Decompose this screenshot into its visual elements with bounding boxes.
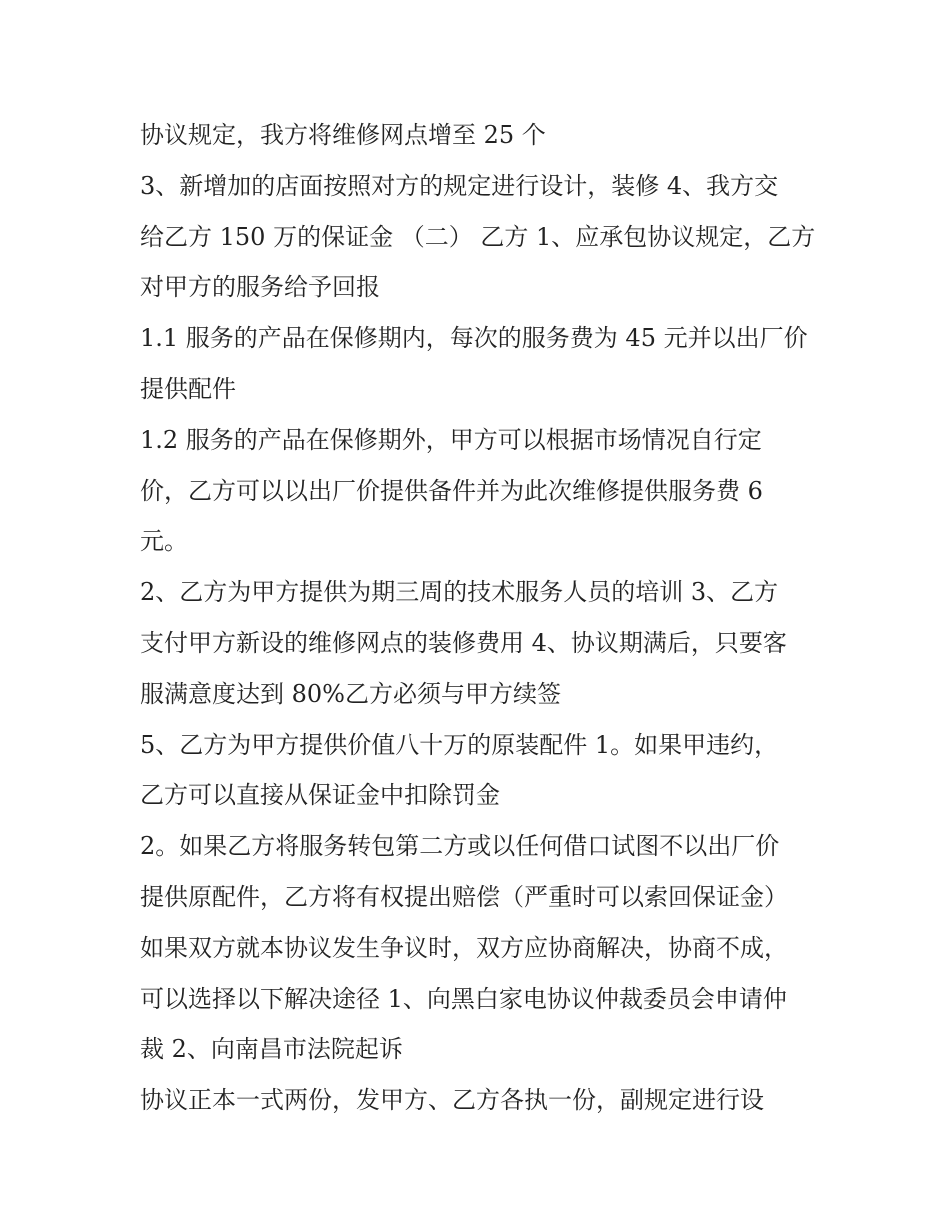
text-line: 乙方可以直接从保证金中扣除罚金: [140, 781, 500, 810]
text-line: 1.1 服务的产品在保修期内，每次的服务费为 45 元并以出厂价: [140, 324, 808, 353]
text-line: 3、新增加的店面按照对方的规定进行设计，装修 4、我方交: [140, 171, 779, 200]
text-line: 服满意度达到 80%乙方必须与甲方续签: [140, 679, 561, 708]
text-line: 1.2 服务的产品在保修期外，甲方可以根据市场情况自行定: [140, 425, 762, 454]
text-line: 元。: [140, 527, 188, 556]
text-line: 协议规定，我方将维修网点增至 25 个: [140, 121, 546, 149]
text-line: 对甲方的服务给予回报: [140, 273, 380, 302]
text-line: 5、乙方为甲方提供价值八十万的原装配件 1。如果甲违约，: [140, 730, 779, 759]
text-line: 支付甲方新设的维修网点的装修费用 4、协议期满后，只要客: [140, 628, 787, 657]
text-line: 给乙方 150 万的保证金 （二） 乙方 1、应承包协议规定，乙方: [140, 222, 816, 251]
text-line: 如果双方就本协议发生争议时，双方应协商解决，协商不成，: [140, 933, 788, 962]
text-line: 2、乙方为甲方提供为期三周的技术服务人员的培训 3、乙方: [140, 578, 779, 607]
text-line: 2。如果乙方将服务转包第二方或以任何借口试图不以出厂价: [140, 832, 780, 861]
text-line: 提供原配件，乙方将有权提出赔偿（严重时可以索回保证金）: [140, 882, 788, 911]
text-line: 提供配件: [140, 374, 236, 403]
text-line: 协议正本一式两份，发甲方、乙方各执一份，副规定进行设: [140, 1086, 764, 1115]
document-body: [140, 110, 820, 1126]
text-line: 可以选择以下解决途径 1、向黑白家电协议仲裁委员会申请仲: [140, 984, 787, 1013]
text-line: 裁 2、向南昌市法院起诉: [140, 1035, 403, 1064]
text-line: 价，乙方可以以出厂价提供备件并为此次维修提供服务费 6: [140, 476, 763, 505]
